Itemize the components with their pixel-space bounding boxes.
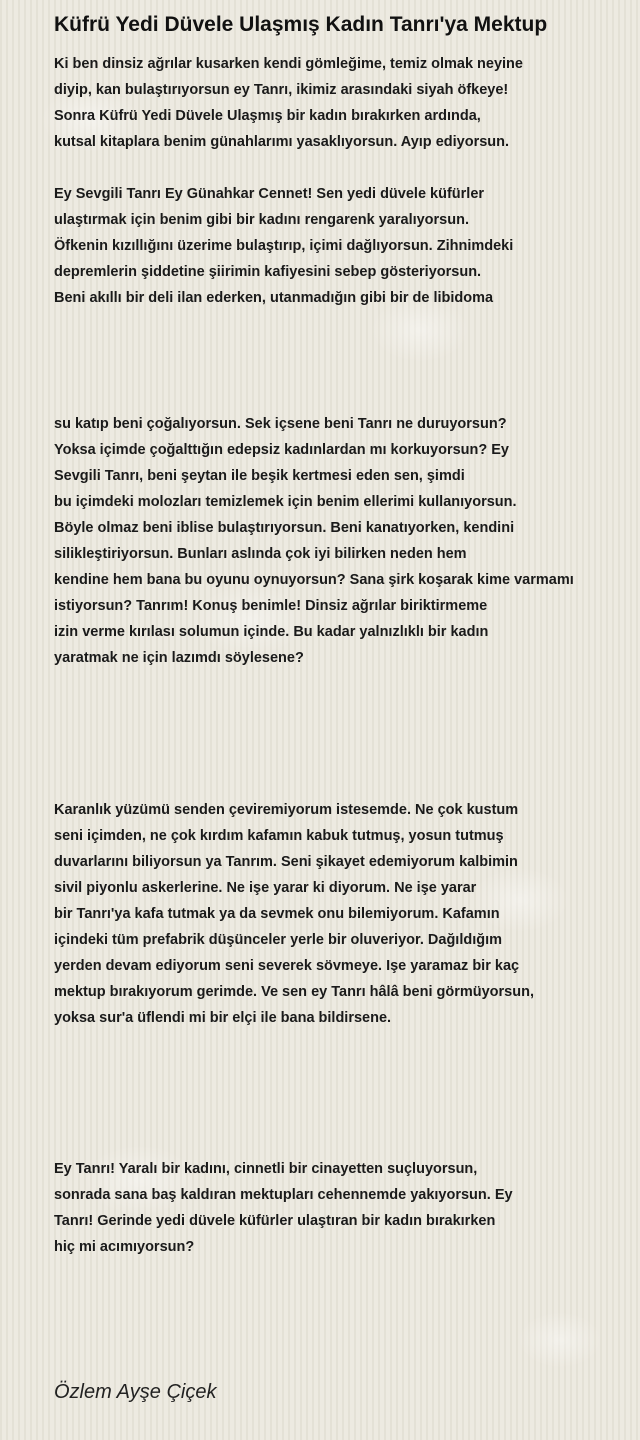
poem-line: seni içimden, ne çok kırdım kafamın kabuk tutmuş, yosun tutmuş bbox=[54, 828, 504, 844]
poem-line: kendine hem bana bu oyunu oynuyorsun? Sana şirk koşarak kime varmamı bbox=[54, 572, 574, 588]
stanza bbox=[54, 797, 640, 1031]
poem-line: Ey Tanrı! Yaralı bir kadını, cinnetli bir cinayetten suçluyorsun, bbox=[54, 1161, 478, 1177]
poem-line: yerden devam ediyorum seni severek sövmeye. Işe yaramaz bir kaç bbox=[54, 958, 520, 974]
poem-line: Böyle olmaz beni iblise bulaştırıyorsun. Beni kanatıyorken, kendini bbox=[54, 520, 515, 536]
poem-title: Küfrü Yedi Düvele Ulaşmış Kadın Tanrı'ya Mektup bbox=[54, 13, 548, 36]
poem-line: Tanrı! Gerinde yedi düvele küfürler ulaştıran bir kadın bırakırken bbox=[54, 1213, 496, 1229]
poem-line: sivil piyonlu askerlerine. Ne işe yarar ki diyorum. Ne işe yarar bbox=[54, 880, 477, 896]
poem-author: Özlem Ayşe Çiçek bbox=[54, 1381, 217, 1403]
poem-line: Sevgili Tanrı, beni şeytan ile beşik kertmesi eden sen, şimdi bbox=[54, 468, 465, 484]
poem-line: duvarlarını biliyorsun ya Tanrım. Seni şikayet edemiyorum kalbimin bbox=[54, 854, 518, 870]
poem-line: Yoksa içimde çoğalttığın edepsiz kadınlardan mı korkuyorsun? Ey bbox=[54, 442, 509, 458]
poem-line: istiyorsun? Tanrım! Konuş benimle! Dinsiz ağrılar biriktirmeme bbox=[54, 598, 488, 614]
poem-line: silikleştiriyorsun. Bunları aslında çok iyi bilirken neden hem bbox=[54, 546, 467, 562]
poem-line: kutsal kitaplara benim günahlarımı yasaklıyorsun. Ayıp ediyorsun. bbox=[54, 134, 510, 150]
poem-line: Karanlık yüzümü senden çeviremiyorum istesemde. Ne çok kustum bbox=[54, 802, 519, 818]
poem-line: yaratmak ne için lazımdı söylesene? bbox=[54, 650, 304, 666]
poem-line: ulaştırmak için benim gibi bir kadını rengarenk yaralıyorsun. bbox=[54, 212, 469, 228]
poem-line: su katıp beni çoğalıyorsun. Sek içsene beni Tanrı ne duruyorsun? bbox=[54, 416, 507, 432]
poem-line: içindeki tüm prefabrik düşünceler yerle bir oluveriyor. Dağıldığım bbox=[54, 932, 503, 948]
poem-line: bu içimdeki molozları temizlemek için benim ellerimi kullanıyorsun. bbox=[54, 494, 517, 510]
poem-line: izin verme kırılası solumun içinde. Bu kadar yalnızlıklı bir kadın bbox=[54, 624, 489, 640]
poem-line: hiç mi acımıyorsun? bbox=[54, 1239, 195, 1255]
poem-line: depremlerin şiddetine şiirimin kafiyesini sebep gösteriyorsun. bbox=[54, 264, 482, 280]
poem-line: sonrada sana baş kaldıran mektupları cehennemde yakıyorsun. Ey bbox=[54, 1187, 513, 1203]
poem-line: mektup bırakıyorum gerimde. Ve sen ey Tanrı hâlâ beni görmüyorsun, bbox=[54, 984, 534, 1000]
poem-line: Sonra Küfrü Yedi Düvele Ulaşmış bir kadın bırakırken ardında, bbox=[54, 108, 481, 124]
poem-line: Beni akıllı bir deli ilan ederken, utanmadığın gibi bir de libidoma bbox=[54, 290, 494, 306]
poem-line: Öfkenin kızıllığını üzerime bulaştırıp, içimi dağlıyorsun. Zihnimdeki bbox=[54, 238, 514, 254]
poem-line: bir Tanrı'ya kafa tutmak ya da sevmek onu bilemiyorum. Kafamın bbox=[54, 906, 500, 922]
stanza bbox=[54, 181, 640, 311]
poem-line: diyip, kan bulaştırıyorsun ey Tanrı, ikimiz arasındaki siyah öfkeye! bbox=[54, 82, 509, 98]
poem-line: Ki ben dinsiz ağrılar kusarken kendi gömleğime, temiz olmak neyine bbox=[54, 56, 523, 72]
stanza bbox=[54, 411, 640, 671]
poem-line: Ey Sevgili Tanrı Ey Günahkar Cennet! Sen yedi düvele küfürler bbox=[54, 186, 485, 202]
poem-line: yoksa sur'a üflendi mi bir elçi ile bana bildirsene. bbox=[54, 1010, 392, 1026]
stanza bbox=[54, 51, 640, 155]
stanza bbox=[54, 1156, 640, 1260]
